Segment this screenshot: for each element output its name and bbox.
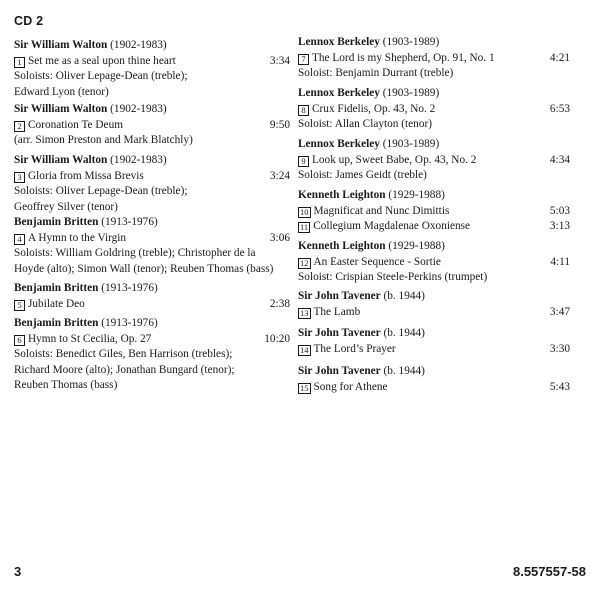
composer-dates: (1902-1983) — [110, 103, 167, 115]
composer-name: Benjamin Britten — [14, 216, 99, 228]
soloist-note: Soloists: Oliver Lepage-Dean (treble); — [14, 70, 188, 83]
composer-name: Sir John Tavener — [298, 365, 381, 377]
track-number: 9 — [298, 156, 309, 167]
composer-line — [298, 326, 570, 342]
composer-dates: (1903-1989) — [382, 36, 440, 48]
track-row — [298, 342, 570, 358]
track-number: 6 — [14, 335, 25, 346]
track-row — [298, 380, 570, 396]
composer-name: Kenneth Leighton — [298, 240, 386, 252]
work-entry — [298, 326, 570, 357]
track-duration: 3:13 — [549, 220, 570, 233]
composer-dates: (b. 1944) — [383, 290, 425, 302]
track-number: 15 — [300, 382, 309, 393]
soloist-note: Geoffrey Silver (tenor) — [14, 200, 118, 213]
work-entry — [14, 38, 290, 100]
composer-line — [14, 38, 290, 54]
track-title: Coronation Te Deum — [28, 118, 124, 131]
track-title: Collegium Magdalenae Oxoniense — [313, 220, 471, 233]
composer-name: Lennox Berkeley — [298, 87, 380, 99]
composer-dates: (b. 1944) — [383, 365, 425, 377]
track-duration: 2:38 — [269, 297, 290, 310]
composer-name: Sir William Walton — [14, 154, 108, 166]
track-row — [298, 255, 570, 271]
composer-name: Lennox Berkeley — [298, 138, 380, 150]
track-duration: 3:34 — [269, 54, 290, 67]
composer-line — [14, 215, 290, 231]
track-row — [14, 169, 290, 185]
work-entry — [298, 86, 570, 133]
track-number: 4 — [14, 234, 25, 245]
track-number: 12 — [300, 257, 309, 268]
track-number: 14 — [300, 344, 309, 355]
track-title: Crux Fidelis, Op. 43, No. 2 — [312, 102, 436, 115]
soloist-note: Soloist: Benjamin Durrant (treble) — [298, 67, 454, 80]
composer-line — [14, 316, 290, 332]
track-row — [298, 305, 570, 321]
composer-line — [298, 137, 570, 153]
composer-name: Kenneth Leighton — [298, 189, 386, 201]
work-entry — [14, 281, 290, 312]
soloist-note: Richard Moore (alto); Jonathan Bungard (tenor); — [14, 363, 235, 376]
track-title: Jubilate Deo — [28, 297, 85, 310]
work-entry — [14, 215, 290, 277]
track-row — [298, 51, 570, 67]
track-duration: 4:34 — [549, 153, 570, 166]
track-duration: 6:53 — [549, 102, 570, 115]
soloist-note: Soloist: Crispian Steele-Perkins (trumpet) — [298, 271, 488, 284]
soloist-note: Reuben Thomas (bass) — [14, 379, 118, 392]
cd-heading: CD 2 — [14, 14, 44, 28]
composer-dates: (1903-1989) — [382, 138, 440, 150]
work-entry — [298, 289, 570, 320]
track-duration: 5:43 — [549, 380, 570, 393]
composer-dates: (b. 1944) — [383, 327, 425, 339]
track-title: Gloria from Missa Brevis — [28, 169, 144, 182]
track-title: Song for Athene — [313, 380, 388, 393]
work-entry — [298, 364, 570, 395]
track-duration: 5:03 — [549, 204, 570, 217]
work-entry — [14, 316, 290, 394]
work-entry — [298, 239, 570, 286]
track-duration: 3:06 — [269, 231, 290, 244]
track-number: 3 — [14, 172, 25, 183]
soloist-note: Edward Lyon (tenor) — [14, 85, 109, 98]
composer-name: Sir John Tavener — [298, 290, 381, 302]
track-row — [298, 219, 570, 235]
track-duration: 9:50 — [269, 118, 290, 131]
track-duration: 3:30 — [549, 342, 570, 355]
track-title: Set me as a seal upon thine heart — [28, 54, 176, 67]
composer-dates: (1902-1983) — [110, 39, 167, 51]
soloist-note: Soloist: Allan Clayton (tenor) — [298, 118, 432, 131]
composer-line — [298, 188, 570, 204]
track-title: The Lord is my Shepherd, Op. 91, No. 1 — [312, 51, 495, 64]
track-duration: 4:21 — [549, 51, 570, 64]
soloist-note: Soloists: Benedict Giles, Ben Harrison (trebles); — [14, 348, 233, 361]
track-row — [298, 204, 570, 220]
catalogue-number: 8.557557-58 — [512, 564, 586, 579]
track-row — [14, 332, 290, 348]
track-title: An Easter Sequence - Sortie — [313, 255, 441, 268]
track-row — [298, 153, 570, 169]
soloist-note: Soloists: Oliver Lepage-Dean (treble); — [14, 185, 188, 198]
composer-name: Benjamin Britten — [14, 317, 99, 329]
page-number: 3 — [14, 564, 22, 579]
composer-name: Lennox Berkeley — [298, 36, 380, 48]
track-number: 8 — [298, 105, 309, 116]
track-title: The Lamb — [313, 305, 361, 318]
composer-name: Sir John Tavener — [298, 327, 381, 339]
track-row — [14, 54, 290, 70]
track-number: 5 — [14, 300, 25, 311]
work-entry — [298, 188, 570, 235]
composer-line — [298, 239, 570, 255]
composer-line — [14, 102, 290, 118]
track-number: 11 — [300, 222, 309, 233]
track-duration: 3:47 — [549, 305, 570, 318]
composer-line — [298, 86, 570, 102]
track-title: Magnificat and Nunc Dimittis — [313, 204, 450, 217]
track-number: 13 — [300, 307, 309, 318]
composer-dates: (1902-1983) — [110, 154, 167, 166]
composer-line — [298, 364, 570, 380]
track-duration: 4:11 — [550, 255, 570, 268]
work-entry — [14, 102, 290, 149]
soloist-note: Hoyde (alto); Simon Wall (tenor); Reuben Thomas (bass) — [14, 262, 274, 275]
track-title: The Lord’s Prayer — [313, 342, 396, 355]
track-number: 2 — [14, 121, 25, 132]
work-entry — [14, 153, 290, 215]
track-row — [14, 231, 290, 247]
composer-line — [298, 289, 570, 305]
work-entry — [298, 137, 570, 184]
track-number: 1 — [14, 57, 25, 68]
composer-name: Sir William Walton — [14, 103, 108, 115]
soloist-note: Soloists: William Goldring (treble); Christopher de la — [14, 247, 256, 260]
composer-dates: (1929-1988) — [388, 240, 445, 252]
track-number: 7 — [298, 54, 309, 65]
composer-dates: (1913-1976) — [101, 216, 158, 228]
composer-line — [298, 35, 570, 51]
track-row — [14, 297, 290, 313]
track-number: 10 — [300, 206, 309, 217]
composer-dates: (1903-1989) — [382, 87, 440, 99]
composer-dates: (1929-1988) — [388, 189, 445, 201]
track-duration: 10:20 — [264, 332, 290, 345]
track-duration: 3:24 — [269, 169, 290, 182]
track-title: Hymn to St Cecilia, Op. 27 — [28, 332, 152, 345]
soloist-note: Soloist: James Geidt (treble) — [298, 169, 427, 182]
work-entry — [298, 35, 570, 82]
track-title: Look up, Sweet Babe, Op. 43, No. 2 — [312, 153, 477, 166]
composer-line — [14, 153, 290, 169]
composer-dates: (1913-1976) — [101, 282, 158, 294]
track-row — [14, 118, 290, 134]
track-title: A Hymn to the Virgin — [28, 231, 127, 244]
arrangement-note: (arr. Simon Preston and Mark Blatchly) — [14, 134, 193, 147]
composer-name: Sir William Walton — [14, 39, 108, 51]
track-row — [298, 102, 570, 118]
composer-line — [14, 281, 290, 297]
composer-dates: (1913-1976) — [101, 317, 158, 329]
composer-name: Benjamin Britten — [14, 282, 99, 294]
